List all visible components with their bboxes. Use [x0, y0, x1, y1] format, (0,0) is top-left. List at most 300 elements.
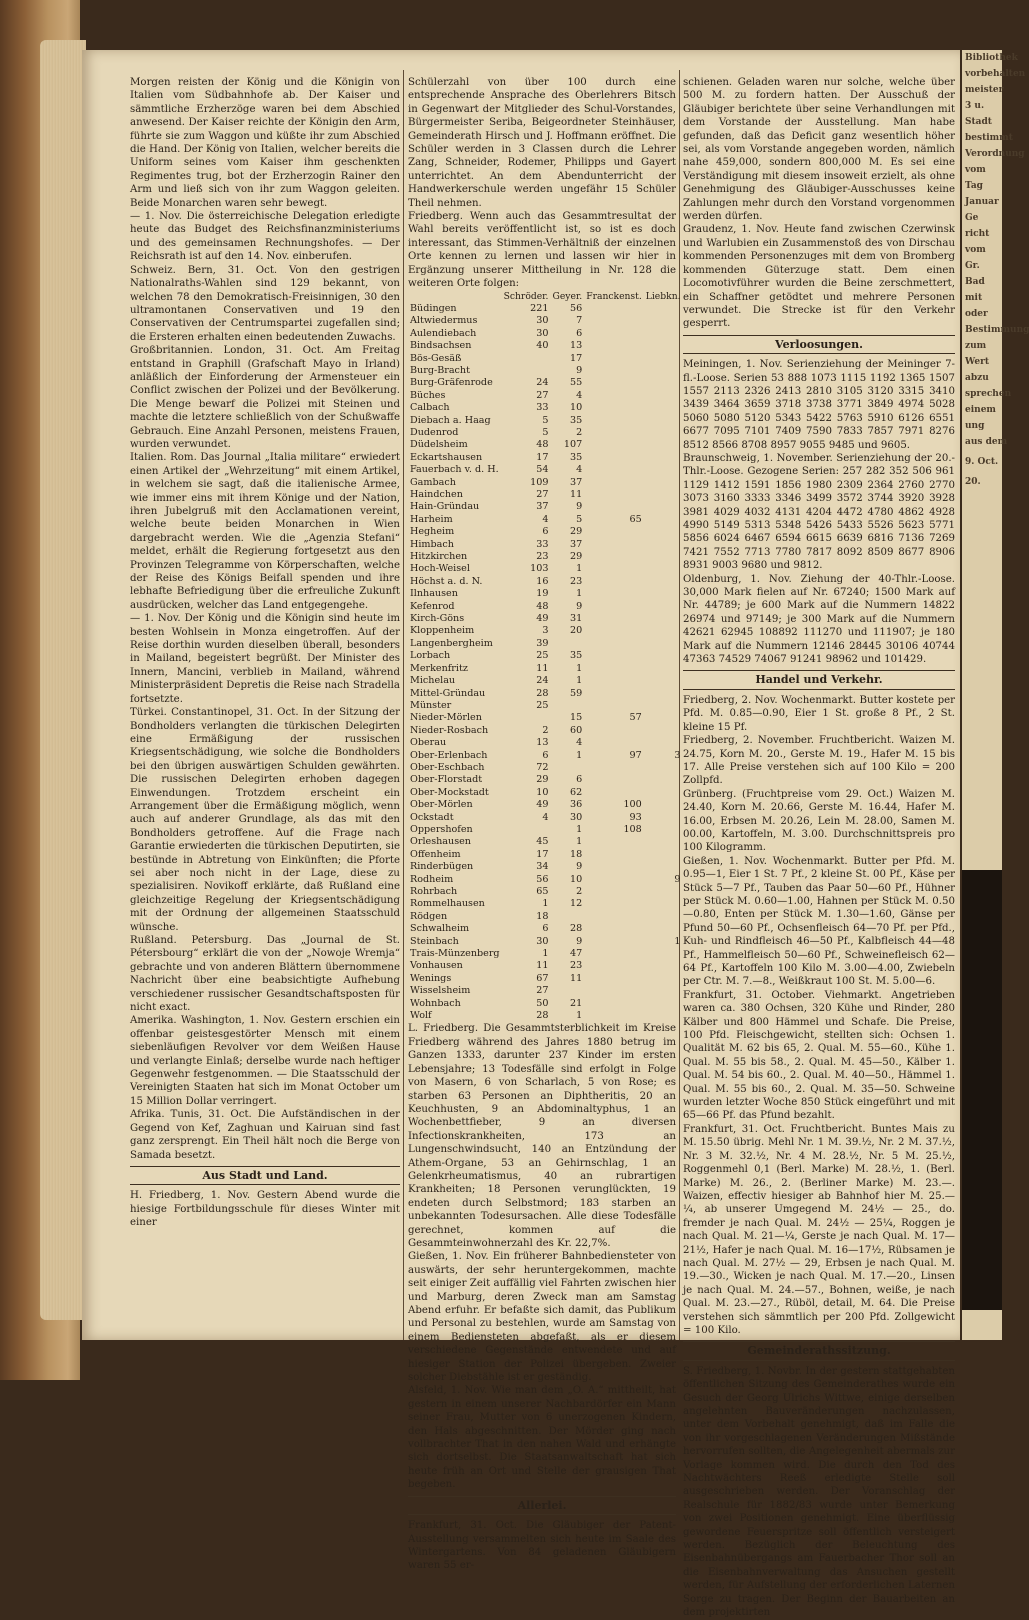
- vote-count-cell: [644, 452, 683, 464]
- vote-count-cell: 1: [576, 588, 583, 600]
- strip-text-line: aus dem: [965, 437, 1008, 447]
- table-row: [408, 774, 683, 786]
- vote-count-cell: 57: [629, 712, 642, 724]
- vote-count-cell: 29: [536, 774, 549, 786]
- table-row: [408, 390, 683, 402]
- place-name-cell: Düdelsheim: [410, 439, 468, 451]
- vote-count-cell: 9: [576, 935, 583, 947]
- place-name-cell: Ober-Florstadt: [410, 774, 483, 786]
- strip-text-line: bestimmt: [965, 133, 1013, 143]
- table-row: [408, 936, 683, 948]
- vote-count-cell: 16: [536, 575, 549, 587]
- vote-count-cell: 9: [576, 600, 583, 612]
- vote-count-cell: 4: [576, 737, 583, 749]
- table-row: [408, 836, 683, 848]
- place-name-cell: Ober-Eschbach: [410, 761, 485, 773]
- vote-count-cell: 59: [569, 687, 583, 699]
- vote-count-cell: [644, 365, 683, 377]
- vote-count-cell: [644, 824, 683, 836]
- vote-count-cell: 49: [536, 613, 549, 625]
- column-1: [130, 76, 400, 1336]
- article-paragraph: — 1. Nov. Der König und die Königin sind heute im besten Wohlsein in Monza eingetroffen. Auf der Reise dorthin wurden dieselben überall, besonders in Mailand, begeistert begrüßt. Der Minister des Innern, Mancini, verblieb in Mailand, während Ministerpräsident Depretis die Reise nach Stradella fortsetzte.: [130, 613, 400, 705]
- place-name-cell: Aulendiebach: [410, 327, 477, 339]
- table-row: [408, 960, 683, 972]
- vote-count-cell: 5: [542, 426, 549, 438]
- place-name-cell: Hain-Gründau: [410, 501, 480, 513]
- table-row: [408, 712, 683, 724]
- section-heading: Handel und Verkehr.: [683, 670, 955, 689]
- place-name-cell: Wenings: [410, 972, 452, 984]
- table-row: [408, 973, 683, 985]
- table-header-cell: Geyer.: [552, 290, 583, 302]
- vote-count-cell: [584, 936, 644, 948]
- strip-text-line: Tag: [965, 181, 983, 191]
- vote-count-cell: 23: [536, 551, 549, 563]
- vote-count-cell: [644, 551, 683, 563]
- table-row: [408, 663, 683, 675]
- table-row: [408, 365, 683, 377]
- article-paragraph: Schülerzahl von über 100 durch eine entsprechende Ansprache des Oberlehrers Bitsch in Gegenwart der Mitglieder des Schul-Vorstandes, Bürgermeister Seriba, Beigeordneter Steinhäuser, Gemeinderath Hirsch und J. Hoffmann eröffnet. Die Schüler werden in 3 Classen durch die Lehrer Zang, Schneider, Rodemer, Philipps und Gayert unterrichtet. An dem Abendunterricht der Handwerkerschule werden ungefähr 15 Schüler Theil nehmen.: [408, 77, 676, 209]
- vote-count-cell: [644, 700, 683, 712]
- vote-count-cell: 93: [629, 811, 642, 823]
- table-row: [408, 750, 683, 762]
- vote-count-cell: [644, 836, 683, 848]
- place-name-cell: Oberau: [410, 737, 447, 749]
- article-paragraph: Gießen, 1. Nov. Wochenmarkt. Butter per Pfd. M. 0.95—1, Eier 1 St. 7 Pf., 2 kleine St. 00 Pf., Käse per Stück 5—7 Pf., Tauben das Paar 50—60 Pf., Hühner per Stück M. 0.60—1.00, Hahnen per Stück M. 0.50—0.80, Enten per Stück M. 1.30—1.60, Gänse per Pfund 50—60 Pf., Ochsenfleisch 64—70 Pf. per Pfd., Kuh- und Rindfleisch 46—50 Pf., Kalbfleisch 44—48 Pf., Hammelfleisch 50—60 Pf., Schweinefleisch 62—64 Pf., Kartoffeln 100 Kilo M. 3.00—4.00, Zwiebeln per Ctr. M. 7.—8., Weißkraut 100 St. M. 5.00—6.: [683, 855, 955, 988]
- place-name-cell: Eckartshausen: [410, 451, 483, 463]
- adjacent-page-dark-area: [962, 870, 1002, 1310]
- vote-count-cell: [644, 328, 683, 340]
- vote-count-cell: [584, 477, 644, 489]
- vote-count-cell: [644, 514, 683, 526]
- table-row: [408, 799, 683, 811]
- vote-count-cell: 28: [569, 923, 583, 935]
- vote-count-cell: 65: [629, 513, 642, 525]
- article-paragraph: Grünberg. (Fruchtpreise vom 29. Oct.) Waizen M. 24.40, Korn M. 20.66, Gerste M. 16.44, Hafer M. 16.00, Erbsen M. 20.26, Lein M. 28.00, Samen M. 00.00, Kartoffeln, M. 3.00. Durchschnittspreis pro 100 Kilogramm.: [683, 788, 955, 854]
- strip-text-line: Bestimmung: [965, 325, 1029, 335]
- place-name-cell: Mittel-Gründau: [410, 687, 486, 699]
- strip-text-line: Januar: [965, 197, 999, 207]
- vote-count-cell: [584, 439, 644, 451]
- vote-count-cell: [644, 712, 683, 724]
- vote-count-cell: 50: [536, 997, 549, 1009]
- table-row: [408, 861, 683, 873]
- vote-count-cell: 25: [536, 650, 549, 662]
- table-row: [408, 824, 683, 836]
- table-row: [408, 489, 683, 501]
- article-paragraph: Graudenz, 1. Nov. Heute fand zwischen Czerwinsk und Warlubien ein Zusammenstoß des von Dirschau kommenden Personenzuges mit dem von Bromberg kommenden Güterzuge statt. Dem einen Locomotivführer wurden die Beine zerschmettert, ein Schaffner getödtet und mehrere Personen verwundet. Die Strecke ist für den Verkehr gesperrt.: [683, 224, 955, 330]
- place-name-cell: Rodheim: [410, 873, 454, 885]
- strip-text-line: abzu: [965, 373, 989, 383]
- vote-count-cell: 13: [569, 340, 583, 352]
- vote-count-cell: [644, 464, 683, 476]
- table-row: [408, 464, 683, 476]
- table-row: [408, 328, 683, 340]
- article-paragraph: Friedberg, 2. November. Fruchtbericht. Waizen M. 24.75, Korn M. 20., Gerste M. 19., Hafer M. 15 bis 17. Alle Preise verstehen sich auf 100 Kilo = 200 Zollpfd.: [683, 735, 955, 787]
- vote-count-cell: [644, 526, 683, 538]
- vote-count-cell: [644, 650, 683, 662]
- place-name-cell: Diebach a. Haag: [410, 414, 491, 426]
- article-paragraph: Morgen reisten der König und die Königin von Italien vom Südbahnhofe ab. Der Kaiser und sämmtliche Erzherzöge waren bei dem Abschied anwesend. Der Kaiser reichte der Königin den Arm, führte sie zum Waggon und küßte ihr zum Abschied die Hand. Der König von Italien, welcher bereits die Uniform seines vom Kaiser ihm geschenkten Regimentes trug, bot der Erzherzogin Rainer den Arm und ließ sich von ihr zum Waggon geleiten. Beide Monarchen waren sehr bewegt.: [130, 77, 400, 209]
- place-name-cell: Dudenrod: [410, 426, 459, 438]
- vote-count-cell: 1: [674, 935, 681, 947]
- vote-count-cell: [584, 836, 644, 848]
- vote-count-cell: 6: [576, 774, 583, 786]
- vote-count-cell: 56: [569, 302, 583, 314]
- vote-count-cell: [584, 638, 644, 650]
- vote-count-cell: 35: [569, 414, 583, 426]
- vote-count-cell: 55: [569, 377, 583, 389]
- vote-count-cell: [584, 415, 644, 427]
- vote-count-cell: [502, 824, 551, 836]
- vote-count-cell: [584, 365, 644, 377]
- vote-count-cell: 1: [576, 675, 583, 687]
- vote-count-cell: [584, 849, 644, 861]
- table-row: [408, 601, 683, 613]
- vote-count-cell: [644, 415, 683, 427]
- table-row: [408, 923, 683, 935]
- place-name-cell: Nieder-Rosbach: [410, 724, 489, 736]
- table-row: [408, 638, 683, 650]
- article-paragraph: Friedberg, 2. Nov. Wochenmarkt. Butter kostete per Pfd. M. 0.85—0.90, Eier 1 St. große 8 Pf., 2 St. kleine 15 Pf.: [683, 694, 955, 733]
- place-name-cell: Lorbach: [410, 650, 451, 662]
- article-paragraph: Frankfurt, 31. Oct. Fruchtbericht. Buntes Mais zu M. 15.50 übrig. Mehl Nr. 1 M. 39.½, Nr. 2 M. 37.½, Nr. 3 M. 32.½, Nr. 4 M. 28.½, Nr. 5 M. 25.½, Roggenmehl 0,1 (Berl. Marke) M. 28.½, 1. (Berl. Marke) M. 26., 2. (Berliner Marke) M. 23.—. Waizen, effectiv hiesiger ab Bahnhof hier M. 25.—¼, ab unserer Umgegend M. 24½ — 25., do. fremder je nach Qual. M. 24½ — 25¼, Roggen je nach Qual. M. 21—¼, Gerste je nach Qual. M. 17—21½, Hafer je nach Qual. M. 16—17½, Rübsamen je nach Qual. M. 27½ — 29, Erbsen je nach Qual. M. 19.—30., Wicken je nach Qual. M. 17.—20., Linsen je nach Qual. M. 24.—57., Bohnen, weiße, je nach Qual. M. 23.—27., Rüböl, detail, M. 64. Die Preise verstehen sich sämmtlich per 200 Pfd. Zollgewicht = 100 Kilo.: [683, 1123, 955, 1336]
- vote-count-cell: 49: [536, 799, 549, 811]
- strip-text-line: sprechen: [965, 389, 1012, 399]
- table-row: [408, 675, 683, 687]
- vote-count-cell: [644, 477, 683, 489]
- table-row: [408, 514, 683, 526]
- vote-count-cell: [644, 725, 683, 737]
- vote-count-cell: 6: [542, 526, 549, 538]
- strip-text-line: mit: [965, 293, 983, 303]
- vote-count-cell: [584, 576, 644, 588]
- strip-text-line: meister: [965, 85, 1004, 95]
- place-name-cell: Ober-Mörlen: [410, 799, 473, 811]
- book-page-edge: [0, 0, 80, 1380]
- vote-count-cell: [550, 638, 584, 650]
- vote-count-cell: [644, 861, 683, 873]
- vote-count-cell: [584, 898, 644, 910]
- vote-count-cell: 56: [536, 873, 549, 885]
- vote-count-cell: 107: [563, 439, 583, 451]
- place-name-cell: Vonhausen: [410, 960, 463, 972]
- article-paragraph: H. Friedberg, 1. Nov. Gestern Abend wurde die hiesige Fortbildungsschule für dieses Winter mit einer: [130, 1190, 400, 1229]
- table-row: [408, 340, 683, 352]
- strip-text-line: einem: [965, 405, 996, 415]
- vote-count-cell: [584, 377, 644, 389]
- article-paragraph: Oldenburg, 1. Nov. Ziehung der 40-Thlr.-Loose. 30,000 Mark fielen auf Nr. 67240; 1500 Mark auf Nr. 44789; je 600 Mark auf die Nummern 14822 26974 und 97149; je 300 Mark auf die Nummern 42621 62945 108892 111270 und 111907; je 180 Mark auf die Nummern 12146 28445 30106 40744 47363 74529 74067 91241 98962 und 101429.: [683, 573, 955, 666]
- vote-count-cell: [644, 737, 683, 749]
- vote-count-cell: [584, 886, 644, 898]
- vote-count-cell: 6: [542, 749, 549, 761]
- table-row: [408, 812, 683, 824]
- vote-count-cell: [584, 948, 644, 960]
- table-row: [408, 427, 683, 439]
- place-name-cell: Offenheim: [410, 848, 461, 860]
- table-row: [408, 477, 683, 489]
- table-header-cell: Schröder.: [503, 290, 549, 302]
- vote-count-cell: [584, 737, 644, 749]
- vote-count-cell: [584, 402, 644, 414]
- vote-count-cell: [584, 526, 644, 538]
- place-name-cell: Trais-Münzenberg: [410, 948, 500, 960]
- table-row: [408, 576, 683, 588]
- table-row: [408, 625, 683, 637]
- vote-count-cell: 31: [569, 613, 583, 625]
- vote-count-cell: [584, 328, 644, 340]
- table-row: [408, 725, 683, 737]
- place-name-cell: Büdingen: [410, 302, 457, 314]
- place-name-cell: Oppershofen: [410, 823, 473, 835]
- vote-count-cell: 1: [576, 563, 583, 575]
- vote-count-cell: 39: [536, 637, 549, 649]
- vote-count-cell: 54: [536, 464, 549, 476]
- page-stack: [40, 40, 86, 1320]
- table-header-cell: [408, 291, 502, 303]
- vote-count-cell: 30: [536, 315, 549, 327]
- vote-count-cell: 34: [536, 861, 549, 873]
- vote-count-cell: [644, 588, 683, 600]
- article-paragraph: Frankfurt, 31. October. Viehmarkt. Angetrieben waren ca. 380 Ochsen, 320 Kühe und Rinder, 280 Kälber und 800 Hämmel und Schafe. Die Preise, 100 Pfd. Fleischgewicht, stellten sich: Ochsen 1. Qualität M. 62 bis 65, 2. Qual. M. 55—60., Kühe 1. Qual. M. 55 bis 58., 2. Qual. M. 45—50., Kälber 1. Qual. M. 54 bis 60., 2. Qual. M. 40—50., Hämmel 1. Qual. M. 55 bis 60., 2. Qual. M. 35—50. Schweine wurden letzter Woche 850 Stück eingeführt und mit 65—66 Pf. das Pfund bezahlt.: [683, 989, 955, 1122]
- vote-count-cell: 4: [576, 464, 583, 476]
- vote-count-cell: [584, 861, 644, 873]
- strip-text-line: Bibliothek: [965, 53, 1018, 63]
- adjacent-page-strip: [960, 50, 1029, 1340]
- vote-count-cell: [584, 551, 644, 563]
- vote-count-cell: 20: [569, 625, 583, 637]
- strip-text-line: zum: [965, 341, 987, 351]
- place-name-cell: Höchst a. d. N.: [410, 575, 483, 587]
- place-name-cell: Ockstadt: [410, 811, 454, 823]
- place-name-cell: Kirch-Göns: [410, 613, 465, 625]
- vote-count-cell: [644, 688, 683, 700]
- vote-count-cell: 4: [576, 389, 583, 401]
- vote-count-cell: 9: [674, 873, 681, 885]
- article-paragraph: Meiningen, 1. Nov. Serienziehung der Meininger 7-fl.-Loose. Serien 53 888 1073 1115 1192 1365 1507 1557 2113 2326 2413 2810 3105 3120 3315 3410 3439 3464 3659 3718 3738 3771 3849 4974 5028 5060 5080 5120 5343 5422 5763 5910 6126 6551 6677 7095 7101 7409 7590 7833 7857 7971 8276 8512 8566 8708 8957 9055 9485 und 9605.: [683, 359, 955, 451]
- vote-count-cell: [644, 613, 683, 625]
- vote-count-cell: [584, 700, 644, 712]
- vote-count-cell: 1: [576, 749, 583, 761]
- vote-count-cell: 4: [542, 811, 549, 823]
- vote-count-cell: [644, 427, 683, 439]
- strip-text-line: ung: [965, 421, 985, 431]
- strip-text-line: richt: [965, 229, 990, 239]
- vote-count-cell: [644, 675, 683, 687]
- vote-count-cell: 17: [569, 352, 583, 364]
- article-paragraph: Italien. Rom. Das Journal „Italia militare“ erwiedert einen Artikel der „Wehrzeitung“ mit einem Artikel, in welchem sie sagt, daß die italienische Armee, wie immer eins mit ihrem Könige und der Nation, ihren Jubelgruß mit den Acclamationen vereint, welche beute beiden Monarchen in Wien dargebracht werden. Wie die „Agenzia Stefani“ meldet, erhält die Regierung fortgesetzt aus den Provinzen Telegramme von Körperschaften, welche der Reise des Königs Beifall spenden und ihre lebhafte Befriedigung über die erfreuliche Zukunft ausdrücken, welcher das Land entgegengehe.: [130, 452, 400, 611]
- vote-count-cell: 6: [576, 327, 583, 339]
- vote-count-cell: [644, 898, 683, 910]
- vote-count-cell: [644, 886, 683, 898]
- vote-count-cell: [584, 1010, 644, 1022]
- place-name-cell: Rohrbach: [410, 886, 458, 897]
- article-paragraph: Gießen, 1. Nov. Ein früherer Bahnbediensteter von auswärts, der sehr heruntergekommen, machte seit einiger Zeit auffällig viel Fahrten zwischen hier und Marburg, deren Zweck man am Samstag Abend erfuhr. Er befaßte sich damit, das Publikum und Personal zu bestehlen, wurde am Samstag von einem Bediensteten abgefaßt, als er diesem verschiedene Gegenstände entwendete und auf hiesiger Station der Polizei übergeben. Zweier solcher Diebstähle ist er geständig.: [408, 1251, 676, 1384]
- vote-count-cell: 10: [569, 873, 583, 885]
- article-paragraph: Frankfurt, 31. Oct. Die Gläubiger der Patent-Ausstellung versammelten sich heute im Saale des Wintergartens. Von 84 geladenen Gläubigern waren 55 er-: [408, 1520, 676, 1572]
- vote-count-cell: 45: [536, 836, 549, 848]
- vote-count-cell: [644, 353, 683, 365]
- vote-count-cell: 5: [576, 513, 583, 525]
- vote-count-cell: [550, 985, 584, 997]
- article-paragraph: Rußland. Petersburg. Das „Journal de St. Pétersbourg“ erklärt die von der „Nowoje Wremja“ gebrachte und von anderen Blättern übernommene Nachricht über eine beabsichtigte Aufhebung verschiedener russischer Gesandtschaftsposten für nicht exact.: [130, 935, 400, 1014]
- vote-count-cell: 1: [542, 898, 549, 910]
- table-row: [408, 402, 683, 414]
- vote-count-cell: 37: [536, 501, 549, 513]
- vote-count-cell: 30: [536, 327, 549, 339]
- vote-count-cell: [584, 787, 644, 799]
- vote-count-cell: [644, 601, 683, 613]
- place-name-cell: Wisselsheim: [410, 985, 471, 997]
- table-row: [408, 898, 683, 910]
- place-name-cell: Hegheim: [410, 526, 455, 538]
- place-name-cell: Hitzkirchen: [410, 551, 468, 563]
- vote-count-cell: 6: [542, 923, 549, 935]
- place-name-cell: Harheim: [410, 513, 453, 525]
- vote-count-cell: [584, 911, 644, 923]
- vote-count-cell: 65: [536, 886, 549, 897]
- strip-text-line: Stadt: [965, 117, 992, 127]
- table-row: [408, 849, 683, 861]
- vote-count-cell: [644, 973, 683, 985]
- vote-count-cell: 11: [536, 662, 549, 674]
- table-row: [408, 688, 683, 700]
- vote-count-cell: [584, 675, 644, 687]
- vote-count-cell: 18: [569, 848, 583, 860]
- place-name-cell: Orleshausen: [410, 836, 471, 848]
- vote-count-cell: 1: [576, 1010, 583, 1022]
- table-row: [408, 762, 683, 774]
- place-name-cell: Gambach: [410, 476, 456, 488]
- table-row: [408, 415, 683, 427]
- vote-count-cell: 60: [569, 724, 583, 736]
- place-name-cell: Rinderbügen: [410, 861, 474, 873]
- table-header-cell: Liebkn.: [645, 290, 681, 302]
- vote-count-cell: 1: [576, 823, 583, 835]
- table-row: [408, 1010, 683, 1022]
- vote-count-cell: 25: [536, 699, 549, 711]
- table-row: [408, 539, 683, 551]
- vote-count-cell: [644, 762, 683, 774]
- vote-count-cell: 28: [536, 1010, 549, 1022]
- table-header-cell: Franckenst.: [586, 290, 642, 302]
- vote-count-cell: 221: [530, 302, 549, 314]
- strip-text-line: vom: [965, 165, 986, 175]
- vote-count-cell: [584, 625, 644, 637]
- vote-count-cell: 48: [536, 600, 549, 612]
- vote-count-cell: 97: [629, 749, 642, 761]
- table-row: [408, 526, 683, 538]
- vote-count-cell: 48: [536, 439, 549, 451]
- article-paragraph: schienen. Geladen waren nur solche, welche über 500 M. zu fordern hatten. Der Ausschuß der Gläubiger berichtete über seine Verhandlungen mit dem Vorstande der Ausstellung. Man habe gefunden, daß das Deficit ganz wesentlich höher sei, als vom Vorstande angegeben worden, nämlich nahe 459,000, sondern 800,000 M. Es sei eine Verständigung mit diesem insoweit erzielt, als ohne Genehmigung des Gläubiger-Ausschusses keine Zahlungen mehr durch den Vorstand vorgenommen werden dürfen.: [683, 77, 955, 223]
- vote-count-cell: 9: [576, 861, 583, 873]
- vote-count-cell: [644, 402, 683, 414]
- place-name-cell: Wolf: [410, 1010, 432, 1022]
- vote-count-cell: [584, 588, 644, 600]
- vote-count-cell: 29: [569, 526, 583, 538]
- table-row: [408, 985, 683, 997]
- vote-count-cell: 10: [536, 786, 549, 798]
- vote-count-cell: 27: [536, 489, 549, 500]
- table-row: [408, 737, 683, 749]
- table-row: [408, 315, 683, 327]
- table-row: [408, 948, 683, 960]
- vote-count-cell: 24: [536, 377, 549, 389]
- article-paragraph: — 1. Nov. Die österreichische Delegation erledigte heute das Budget des Reichsfinanzministeriums und des gemeinsamen Rechnungshofes. — Der Reichsrath ist auf den 14. Nov. einberufen.: [130, 211, 400, 263]
- vote-count-cell: 100: [623, 799, 642, 811]
- place-name-cell: Wohnbach: [410, 997, 461, 1009]
- place-name-cell: Langenbergheim: [410, 637, 493, 649]
- vote-count-cell: 47: [569, 948, 583, 960]
- vote-count-cell: [644, 787, 683, 799]
- article-paragraph: Türkei. Constantinopel, 31. Oct. In der Sitzung der Bondholders verlangten die türkischen Delegirten eine Ermäßigung der russischen Kriegsentschädigung, wie solche die Bondholders bei den übrigen auswärtigen Schulden gewährten. Die russischen Delegirten erhoben dagegen Einwendungen. Trotzdem erscheint ein Arrangement über die Ermäßigung möglich, wenn auch auf anderer Grundlage, als das mit den Bondholders getroffene. Auf die Frage nach Garantie erwiederten die türkischen Deputirten, sie bestünde in Abtretung von Einkünften; die Pforte sei aber noch nicht in der Lage, diese zu spezialisiren. Novikoff erklärte, daß Rußland eine gleichzeitige Regelung der Kriegsentschädigung mit der Ordnung der allgemeinen Staatsschuld wünsche.: [130, 707, 400, 933]
- strip-text-line: Wert: [965, 357, 989, 367]
- table-row: [408, 787, 683, 799]
- vote-count-cell: 36: [569, 799, 583, 811]
- article-paragraph: Großbritannien. London, 31. Oct. Am Freitag entstand in Graphill (Grafschaft Mayo in Irland) anläßlich der Einforderung der Armensteuer ein Conflict zwischen der Polizei und der Bevölkerung. Die Menge bewarf die Polizei mit Steinen und machte die letztere schließlich von der Schußwaffe Gebrauch. Eine Anzahl Personen, meistens Frauen, wurden verwundet.: [130, 345, 400, 450]
- strip-text-line: oder: [965, 309, 988, 319]
- vote-count-cell: [584, 874, 644, 886]
- vote-count-cell: 24: [536, 675, 549, 687]
- vote-count-cell: 67: [536, 972, 549, 984]
- vote-count-cell: [584, 539, 644, 551]
- place-name-cell: Nieder-Mörlen: [410, 712, 482, 724]
- table-row: [408, 439, 683, 451]
- place-name-cell: Burg-Gräfenrode: [410, 377, 493, 389]
- vote-count-cell: [584, 923, 644, 935]
- table-row: [408, 353, 683, 365]
- vote-count-cell: [584, 613, 644, 625]
- vote-count-cell: [644, 625, 683, 637]
- table-row: [408, 377, 683, 389]
- vote-count-cell: [644, 489, 683, 501]
- strip-text-line: 3 u.: [965, 101, 985, 111]
- vote-count-cell: 35: [569, 451, 583, 463]
- vote-count-cell: 19: [536, 588, 549, 600]
- vote-count-cell: [584, 601, 644, 613]
- vote-count-cell: [584, 998, 644, 1010]
- place-name-cell: Bös-Gesäß: [410, 352, 462, 364]
- vote-count-cell: 1: [576, 662, 583, 674]
- vote-count-cell: 2: [542, 724, 549, 736]
- vote-count-cell: [502, 365, 551, 377]
- vote-count-cell: [644, 439, 683, 451]
- vote-count-cell: 15: [569, 712, 583, 724]
- strip-text-line: Gr.: [965, 261, 980, 271]
- vote-count-cell: 21: [569, 997, 583, 1009]
- article-paragraph: L. Friedberg. Die Gesammtsterblichkeit im Kreise Friedberg während des Jahres 1880 betrug im Ganzen 1333, darunter 237 Kinder im ersten Lebensjahre; 13 Todesfälle sind erfolgt in Folge von Masern, 6 von Scharlach, 5 von Rose; es starben 63 Personen an Diphtheritis, 20 an Keuchhusten, 9 an Abdominaltyphus, 1 an Wochenbettfieber, 9 an diversen Infectionskrankheiten, 173 an Lungenschwindsucht, 140 an Entzündung der Athem-Organe, 53 an Gehirnschlag, 1 an Gelenkrheumatismus, 40 an rubrartigen Krankheiten; 18 Personen verunglückten, 19 endeten durch Selbstmord; 183 starben an unbekannten Todesursachen. Alle diese Todesfälle gerechnet, kommen auf die Gesammteinwohnerzahl des Kr. 22,7%.: [408, 1023, 676, 1249]
- section-heading: Aus Stadt und Land.: [130, 1166, 400, 1185]
- table-row: [408, 650, 683, 662]
- vote-count-cell: 109: [530, 476, 549, 488]
- vote-count-cell: 9: [576, 501, 583, 513]
- vote-count-cell: [644, 501, 683, 513]
- vote-count-cell: 12: [569, 898, 583, 910]
- table-row: [408, 551, 683, 563]
- strip-text-line: vom: [965, 245, 986, 255]
- place-name-cell: Ober-Mockstadt: [410, 786, 489, 798]
- article-paragraph: Amerika. Washington, 1. Nov. Gestern erschien ein offenbar geistesgestörter Mensch mit einem siebenläufigen Revolver vor dem Weißen Hause und verlangte Einlaß; derselbe wurde nach heftiger Gegenwehr festgenommen. — Die Staatsschuld der Vereinigten Staaten hat sich im Monat October um 15 Million Dollar verringert.: [130, 1015, 400, 1107]
- section-heading: Allerlei.: [408, 1496, 676, 1515]
- vote-count-cell: [644, 638, 683, 650]
- vote-count-cell: 17: [536, 848, 549, 860]
- vote-count-cell: [584, 725, 644, 737]
- vote-count-cell: [584, 390, 644, 402]
- vote-count-cell: [584, 303, 644, 315]
- vote-count-cell: [644, 923, 683, 935]
- vote-count-cell: 17: [536, 451, 549, 463]
- section-heading: Gemeinderathssitzung.: [683, 1341, 955, 1360]
